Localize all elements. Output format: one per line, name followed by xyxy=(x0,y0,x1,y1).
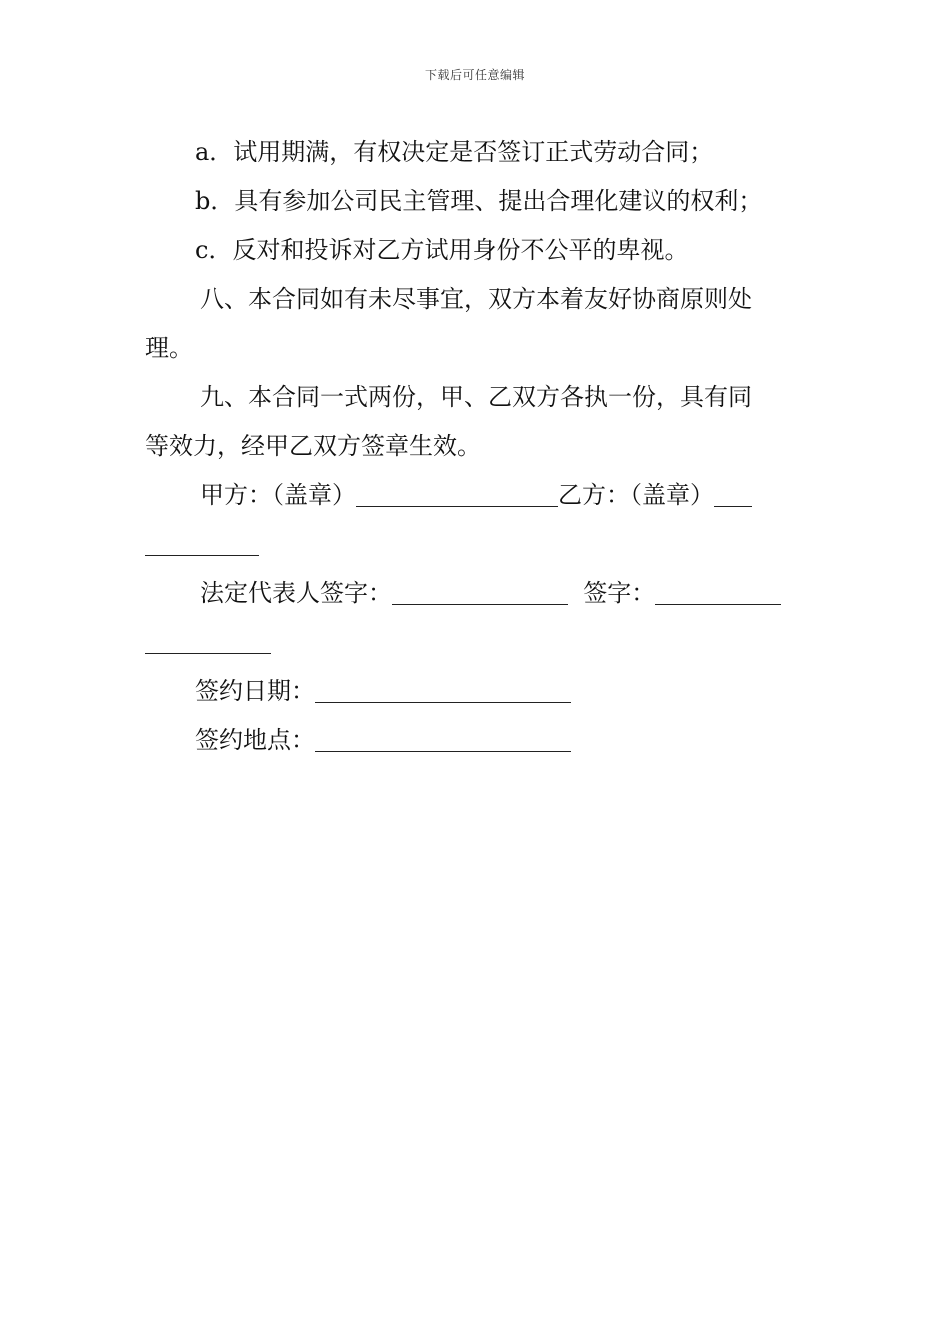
legal-rep-label: 法定代表人签字： xyxy=(200,579,392,607)
clause-eight-line2: 理。 xyxy=(145,334,193,362)
sign-date-label: 签约日期： xyxy=(195,677,315,705)
sign-place-blank[interactable] xyxy=(315,729,571,752)
list-item-a: a．试用期满，有权决定是否签订正式劳动合同； xyxy=(195,138,714,166)
party-a-seal-blank[interactable] xyxy=(356,484,558,507)
party-b-seal-continuation xyxy=(145,520,807,569)
party-b-seal-blank-start[interactable] xyxy=(714,484,752,507)
sign-place-label: 签约地点： xyxy=(195,726,315,754)
sign-continuation xyxy=(145,618,807,667)
clause-nine-line1: 九、本合同一式两份，甲、乙双方各执一份，具有同 xyxy=(200,383,752,411)
list-item-c: c．反对和投诉对乙方试用身份不公平的卑视。 xyxy=(195,236,689,264)
document-body xyxy=(145,128,807,765)
party-signature-row xyxy=(145,471,807,520)
page-header-note: 下载后可任意编辑 xyxy=(424,68,525,82)
party-b-seal-blank-end[interactable] xyxy=(145,533,259,556)
sign-blank-start[interactable] xyxy=(655,582,781,605)
sign-date-blank[interactable] xyxy=(315,680,571,703)
party-a-label: 甲方：（盖章） xyxy=(200,481,356,509)
legal-rep-row xyxy=(145,569,807,618)
legal-rep-signature-blank[interactable] xyxy=(392,582,568,605)
sign-label: 签字： xyxy=(583,579,656,607)
party-b-label: 乙方：（盖章） xyxy=(558,481,714,509)
sign-blank-end[interactable] xyxy=(145,631,271,654)
clause-eight-line1: 八、本合同如有未尽事宜，双方本着友好协商原则处 xyxy=(200,285,752,313)
clause-nine-line2: 等效力，经甲乙双方签章生效。 xyxy=(145,432,481,460)
list-item-b: b．具有参加公司民主管理、提出合理化建议的权利； xyxy=(195,187,763,215)
sign-date-row xyxy=(145,667,807,716)
sign-place-row xyxy=(145,716,807,765)
